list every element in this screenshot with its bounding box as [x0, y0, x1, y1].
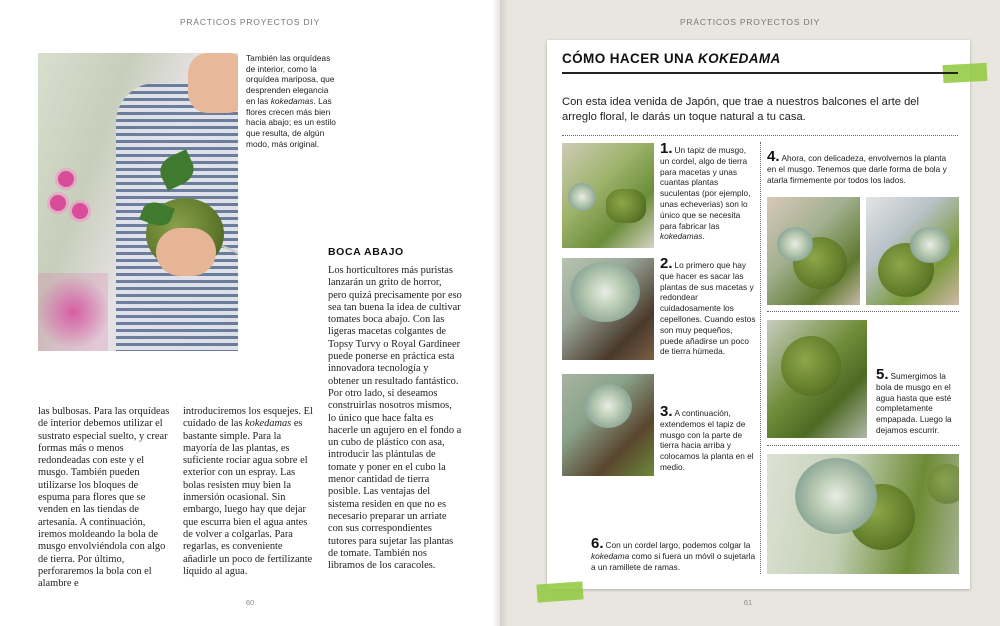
moss-ball [927, 464, 959, 504]
succulent [777, 227, 813, 261]
step-3-photo [562, 374, 654, 476]
page-number-left: 60 [245, 598, 255, 607]
body-column-3: Los horticultores más puristas lanzarán un grito de horror, pero quizá precisamente por eso sea tan buena la idea de cultivar tomates boca abajo. Con las ligeras macetas colgantes de Topsy Turvy o Royal Gardineer puede ponerse en práctica esta innovadora tecnología y obtener un resultado fantástico. Por otro lado, si deseamos construirlas nosotros mismos, lo único que hace falta es hacerle un agujero en el fondo a un cubo de plástico con asa, introducir las plántulas de tomate y poner en el cubo la menor cantidad de tierra posible. Las ventajas del sistema residen en que no es necesario preparar un arriate con sus correspondientes tutores para sujetar las plantas de tomate. También nos libramos de los caracoles. [328, 265, 462, 572]
green-tape [536, 581, 583, 602]
succulent [568, 183, 596, 211]
orchid-flower [58, 171, 74, 187]
succulent [584, 384, 632, 428]
step-4: 4. Ahora, con delicadeza, envolvemos la planta en el musgo. Tenemos que darle forma de bola y atarla firmemente por todos los lados. [767, 148, 947, 185]
step-4-photo-a [767, 197, 860, 305]
moss-ball [781, 336, 841, 396]
running-head-left: PRÁCTICOS PROYECTOS DIY [179, 17, 321, 27]
card-intro: Con esta idea venida de Japón, que trae a nuestros balcones el arte del arreglo floral, le darás un toque natural a tu casa. [562, 96, 920, 123]
step-2-photo [562, 258, 654, 360]
hand [156, 228, 216, 276]
succulent [910, 227, 950, 263]
step-5: 5. Sumergimos la bola de musgo en el agua hasta que esté completamente empapada. Luego la dejamos escurrir. [876, 366, 952, 435]
card-title: CÓMO HACER UNA KOKEDAMA [562, 51, 781, 66]
orchid-flower [72, 203, 88, 219]
step-3: 3. A continuación, extendemos el tapiz de musgo con la parte de tierra hacia arriba y colocamos la planta en el medio. [660, 403, 754, 472]
orchid-flower [50, 195, 66, 211]
step-5-photo [767, 320, 867, 438]
step-2: 2. Lo primero que hay que hacer es sacar las plantas de sus macetas y redondear cuidadosamente los cepellones. Cuando estos son muy pequeños, puede añadirse un poco de tierra húmeda. [660, 255, 756, 357]
moss-mat [606, 189, 646, 223]
section-title: BOCA ABAJO [328, 246, 404, 258]
dotted-divider [767, 311, 959, 312]
book-gutter [492, 0, 508, 626]
succulent [570, 262, 640, 322]
step-1-photo [562, 143, 654, 248]
dotted-column-divider [760, 142, 761, 574]
page-number-right: 61 [743, 598, 753, 607]
step-1: 1. Un tapiz de musgo, un cordel, algo de tierra para macetas y unas cuantas plantas suculentas (por ejemplo, unas echeverias) son lo único que se necesita para fabricar las kokedamas. [660, 140, 751, 242]
step-6: 6. Con un cordel largo, podemos colgar la kokedama como si fuera un móvil o sujetarla a un ramillete de ramas. [591, 535, 756, 572]
step-4-photo-b [866, 197, 959, 305]
step-6-photo [767, 454, 959, 574]
title-rule [562, 72, 958, 74]
succulent [795, 458, 877, 534]
dotted-divider [767, 445, 959, 446]
photo-caption: También las orquídeas de interior, como la orquídea mariposa, que desprenden elegancia en las kokedamas. Las flores crecen más bien hacia abajo; es un estilo que resulta, de algún modo, más original. [246, 53, 336, 149]
arm [188, 53, 238, 113]
orchid-kokedama-photo [38, 53, 238, 351]
dotted-divider [562, 135, 958, 136]
running-head-right: PRÁCTICOS PROYECTOS DIY [679, 17, 821, 27]
body-column-2: introduciremos los esquejes. El cuidado de las kokedamas es bastante simple. Para la mayoría de las plantas, es suficiente rociar agua sobre el exterior con un espray. Las bolas resisten muy bien la inmersión ocasional. Sin embargo, luego hay que dejar que escurra bien el agua antes de volver a colgarlas. Para regarlas, es conveniente añadirle un poco de fertilizante líquido al agua. [183, 406, 313, 577]
body-column-1: las bulbosas. Para las orquídeas de interior debemos utilizar el sustrato especial suelto, y crear formas más o menos redondeadas con este y el musgo. También pueden utilizarse los bloques de espuma para flores que se venden en las tiendas de artesanía. A continuación, iremos moldeando la bola de musgo envolviéndola con algo de tierra. Por último, perforaremos la bola con el alambre e [38, 406, 170, 590]
blurred-orchid-background [38, 273, 108, 351]
